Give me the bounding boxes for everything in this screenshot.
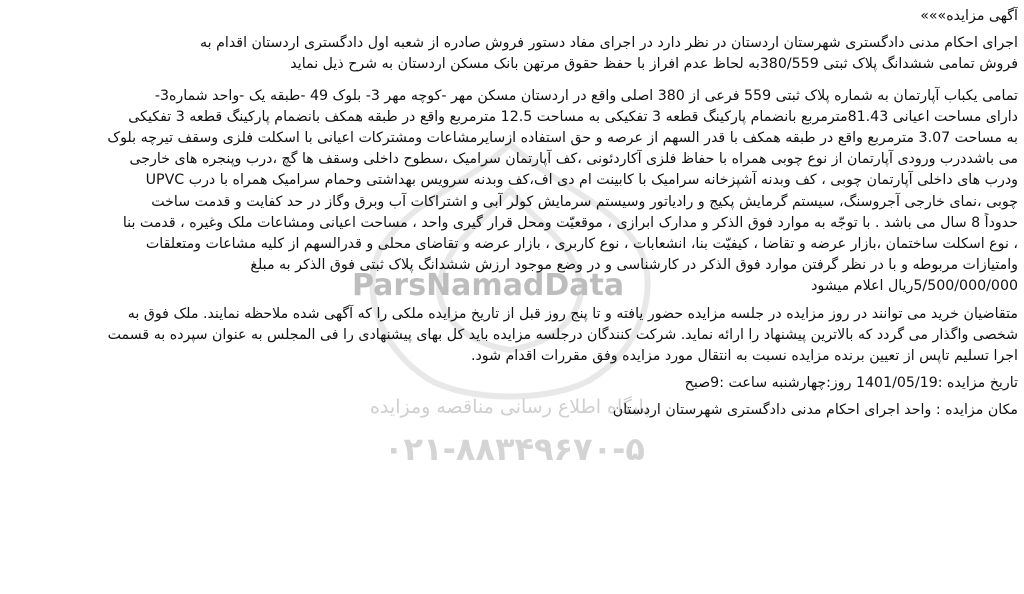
notice-title: آگهی مزایده»»»: [920, 8, 1018, 24]
description-line: تمامی یکباب آپارتمان به شماره پلاک ثبتی 559 فرعی از 380 اصلی واقع در اردستان مسکن مهر -کوچه مهر 3- بلوک 49 -طبقه یک -واحد شماره3-: [154, 87, 1018, 104]
price-line: 5/500/000/000ریال اعلام میشود: [811, 278, 1018, 295]
description-line: دارای مساحت اعیانی 81.43مترمربع بانضمام پارکینگ قطعه 3 تفکیکی به مساحت 12.5 مترمربع واقع در طبقه همکف بانضمام پارکینگ قطعه 3 تفکیکی: [128, 108, 1018, 125]
description-line: به مساحت 3.07 مترمربع واقع در طبقه همکف با قدر السهم از عرصه و حق استفاده ازسایرمشاعات ومشترکات اعیانی با اسکلت فلزی وسقف تیرچه بلوک: [107, 130, 1018, 147]
conditions-line: شخصی واگذار می گردد که بالاترین پیشنهاد را ارائه نماید. شرکت کنندگان درجلسه مزایده باید کل بهای پیشنهادی را فی المجلس به عنوان سپرده به قسمت: [107, 326, 1018, 343]
description-line: ، نوع اسکلت ساختمان ،بازار عرضه و تقاضا ، کیفیّت بنا، انشعابات ، نوع کاربری ، بازار عرضه و تقاضای محلی و قدرالسهم از کلیه مشاعات ومتعلقات: [145, 236, 1018, 253]
notice-body: [6, 6, 1018, 422]
description-line: حدوداً 8 سال می باشد . با توجّه به موارد فوق الذکر و مدارک ابرازی ، موقعیّت ومحل قرار گیری واحد ، مساحت اعیانی ومشاعات ملک وغیره ، قدمت بنا: [122, 214, 1018, 231]
watermark-subtitle: پایگاه اطلاع رسانی مناقصه ومزایده: [370, 396, 650, 418]
description-line: می باشددرب ورودی آپارتمان از نوع چوبی همراه با حفاظ فلزی آکاردئونی ،کف آپارتمان سرامیک ،سطوح داخلی وسقف ها گچ ،درب وپنجره های خارجی: [129, 151, 1018, 168]
description-line: ودرب های داخلی آپارتمان چوبی ، کف وبدنه آشپزخانه سرامیک با کابینت ام دی اف،کف وبدنه سرویس بهداشتی وحمام سرامیک همراه با درب UPVC: [145, 172, 1018, 189]
conditions-line: اجرا تسلیم تاپس از تعیین برنده مزایده نسبت به انتقال مورد مزایده وفق مقررات اقدام شود.: [470, 348, 1018, 365]
conditions-line: متقاضیان خرید می توانند در روز مزایده در جلسه مزایده حضور یافته و تا پنج روز قبل از تاریخ مزایده ملکی را که آگهی شده ملاحظه نمایند. ملک فوق به: [127, 305, 1018, 322]
auction-location: مکان مزایده : واحد اجرای احکام مدنی دادگستری شهرستان اردستان: [612, 402, 1018, 419]
description-line: چوبی ،نمای خارجی آجروسنگ، سیستم گرمایش پکیج و رادیاتور وسیستم سرمایش کولر آبی و اشتراکات آب وبرق وگاز در حد کفایت و قدمت ساخت: [151, 193, 1018, 210]
auction-schedule: تاریخ مزایده :1401/05/19 روز:چهارشنبه ساعت :9صبح: [684, 375, 1018, 392]
description-line: وامتیازات مربوطه و با در نظر گرفتن موارد فوق الذکر در کارشناسی و در وضع موجود ارزش ششدانگ پلاک ثبتی فوق الذکر به مبلغ: [250, 257, 1018, 274]
watermark-site: ParsNamadData: [352, 268, 625, 303]
intro-line: اجرای احکام مدنی دادگستری شهرستان اردستان در نظر دارد در اجرای مفاد دستور فروش صادره از شعبه اول دادگستری اردستان اقدام به: [200, 35, 1018, 52]
watermark-phone: ۰۲۱-۸۸۳۴۹۶۷۰-۵: [384, 430, 645, 468]
intro-line: فروش تمامی ششدانگ پلاک ثبتی 380/559به لحاظ عدم افراز با حفظ حقوق مرتهن بانک مسکن اردستان به شرح ذیل نماید: [290, 56, 1018, 73]
